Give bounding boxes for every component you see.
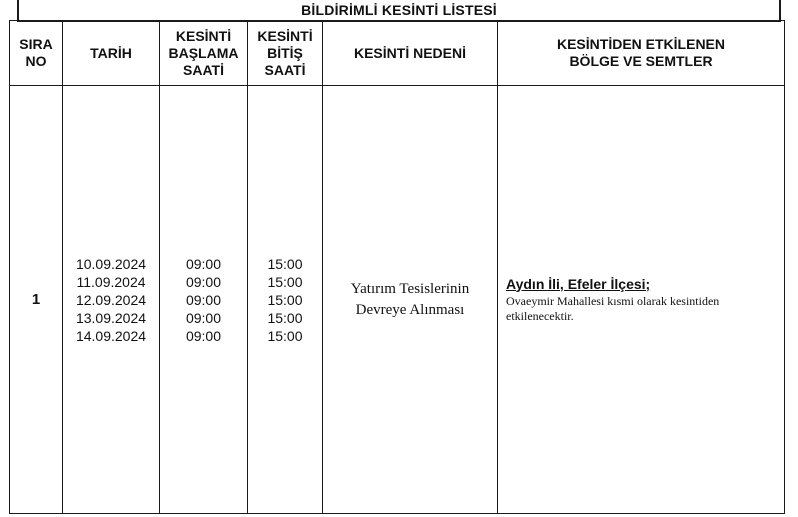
affected-area-cell (498, 86, 785, 514)
header-text: SIRA (19, 36, 53, 52)
reason-text: Yatırım Tesislerinin (350, 280, 470, 297)
reason-cell (323, 86, 498, 514)
header-sira-no (10, 21, 63, 86)
start-time-value: 09:00 (185, 327, 222, 344)
header-text: BAŞLAMA (168, 44, 239, 61)
end-time-value: 15:00 (267, 309, 303, 326)
end-time-value: 15:00 (267, 273, 303, 290)
header-text: BÖLGE VE SEMTLER (569, 53, 713, 69)
header-text: SAATİ (264, 61, 306, 78)
start-time-cell (160, 86, 248, 514)
reason-text: Devreye Alınması (355, 301, 465, 318)
header-tarih (63, 21, 160, 86)
header-text: TARİH (90, 44, 132, 61)
date-cell (63, 86, 160, 514)
header-etkilenen-bolge (498, 21, 785, 86)
date-value: 11.09.2024 (76, 273, 146, 290)
header-row (10, 21, 785, 86)
header-bitis-saati (248, 21, 323, 86)
end-time-value: 15:00 (267, 327, 303, 344)
table-row (10, 86, 785, 514)
header-text: SAATİ (183, 61, 224, 78)
header-text: KESİNTİ NEDENİ (353, 44, 466, 61)
end-time-cell (248, 86, 323, 514)
header-text: KESİNTİDEN ETKİLENEN (556, 36, 725, 52)
start-time-value: 09:00 (185, 291, 222, 308)
area-description: Ovaeymir Mahallesi kısmi olarak kesintiden etkilenecektir. (506, 293, 720, 323)
row-number: 1 (10, 86, 63, 514)
header-text: KESİNTİ (257, 27, 313, 44)
date-value: 10.09.2024 (75, 255, 147, 272)
date-value: 12.09.2024 (75, 291, 147, 308)
header-text: BİTİŞ (267, 44, 303, 61)
header-baslama-saati (160, 21, 248, 86)
date-value: 14.09.2024 (75, 327, 147, 344)
area-heading: Aydın İli, Efeler İlçesi; (506, 275, 651, 292)
header-text: NO (25, 53, 47, 69)
header-text: KESİNTİ (175, 27, 232, 44)
date-value: 13.09.2024 (75, 309, 147, 326)
header-kesinti-nedeni (323, 21, 498, 86)
list-title: BİLDİRİMLİ KESİNTİ LİSTESİ (17, 0, 781, 22)
outage-table (9, 20, 785, 514)
start-time-value: 09:00 (185, 255, 222, 272)
end-time-value: 15:00 (267, 291, 303, 308)
start-time-value: 09:00 (185, 309, 222, 326)
start-time-value: 09:00 (185, 273, 222, 290)
end-time-value: 15:00 (267, 255, 303, 272)
